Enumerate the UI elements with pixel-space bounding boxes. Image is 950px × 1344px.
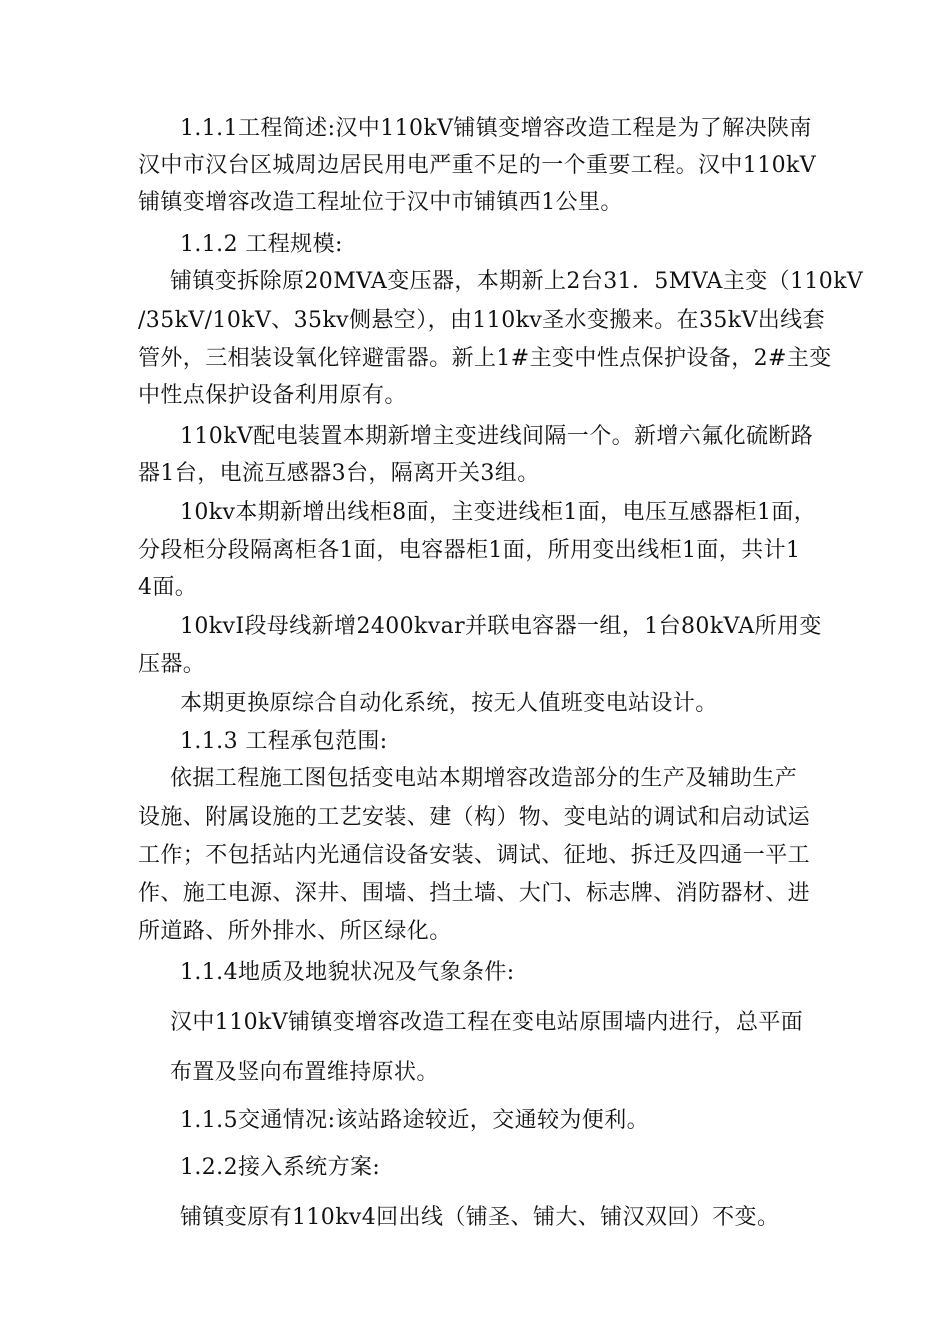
section-1-1-4-line-2: 布置及竖向布置维持原状。 [170, 1060, 439, 1085]
section-1-1-4-line-1: 汉中110kV铺镇变增容改造工程在变电站原围墙内进行，总平面 [170, 1010, 804, 1035]
section-1-1-2-p2-line-1: 110kV配电装置本期新增主变进线间隔一个。新增六氟化硫断路 [180, 424, 814, 449]
section-1-1-2-p4-line-2: 压器。 [138, 652, 206, 677]
section-1-1-2-p3-line-2: 分段柜分段隔离柜各1面，电容器柜1面，所用变出线柜1面，共计1 [138, 538, 801, 563]
section-1-1-4-heading: 1.1.4地质及地貌状况及气象条件: [180, 960, 515, 985]
section-1-1-1-line-3: 铺镇变增容改造工程址位于汉中市铺镇西1公里。 [138, 190, 623, 215]
section-1-2-2-heading: 1.2.2接入系统方案: [180, 1155, 381, 1180]
section-1-1-2-p1-line-4: 中性点保护设备利用原有。 [138, 383, 407, 408]
section-1-1-2-p2-line-2: 器1台，电流互感器3台，隔离开关3组。 [138, 461, 540, 486]
section-1-1-2-p4-line-1: 10kvI段母线新增2400kvar并联电容器一组，1台80kVA所用变 [180, 614, 822, 639]
section-1-1-2-p1-line-2: /35kV/10kV、35kv侧悬空），由110kv圣水变搬来。在35kV出线套 [138, 308, 825, 333]
section-1-1-3-line-2: 设施、附属设施的工艺安装、建（构）物、变电站的调试和启动试运 [138, 805, 811, 830]
section-1-1-2-p5-line-1: 本期更换原综合自动化系统，按无人值班变电站设计。 [180, 691, 718, 716]
section-1-1-2-p1-line-3: 管外，三相装设氧化锌避雷器。新上1#主变中性点保护设备，2#主变 [138, 346, 832, 371]
section-1-1-2-p3-line-1: 10kv本期新增出线柜8面，主变进线柜1面，电压互感器柜1面， [180, 500, 817, 525]
section-1-2-2-line-1: 铺镇变原有110kv4回出线（铺圣、铺大、铺汉双回）不变。 [180, 1205, 780, 1230]
section-1-1-3-line-3: 工作；不包括站内光通信设备安装、调试、征地、拆迁及四通一平工 [138, 843, 811, 868]
section-1-1-2-p3-line-3: 4面。 [138, 575, 198, 600]
section-1-1-1-line-2: 汉中市汉台区城周边居民用电严重不足的一个重要工程。汉中110kV [138, 153, 817, 178]
section-1-1-1-line-1: 1.1.1工程简述:汉中110kV铺镇变增容改造工程是为了解决陕南 [180, 116, 812, 141]
section-1-1-5-line-1: 1.1.5交通情况:该站路途较近，交通较为便利。 [180, 1108, 649, 1133]
section-1-1-3-line-1: 依据工程施工图包括变电站本期增容改造部分的生产及辅助生产 [170, 766, 798, 791]
section-1-1-2-heading: 1.1.2 工程规模: [180, 232, 343, 257]
section-1-1-3-line-4: 作、施工电源、深井、围墙、挡土墙、大门、标志牌、消防器材、进 [138, 881, 811, 906]
section-1-1-2-p1-line-1: 铺镇变拆除原20MVA变压器，本期新上2台31．5MVA主变（110kV [170, 269, 864, 294]
section-1-1-3-heading: 1.1.3 工程承包范围: [180, 729, 388, 754]
section-1-1-3-line-5: 所道路、所外排水、所区绿化。 [138, 919, 452, 944]
